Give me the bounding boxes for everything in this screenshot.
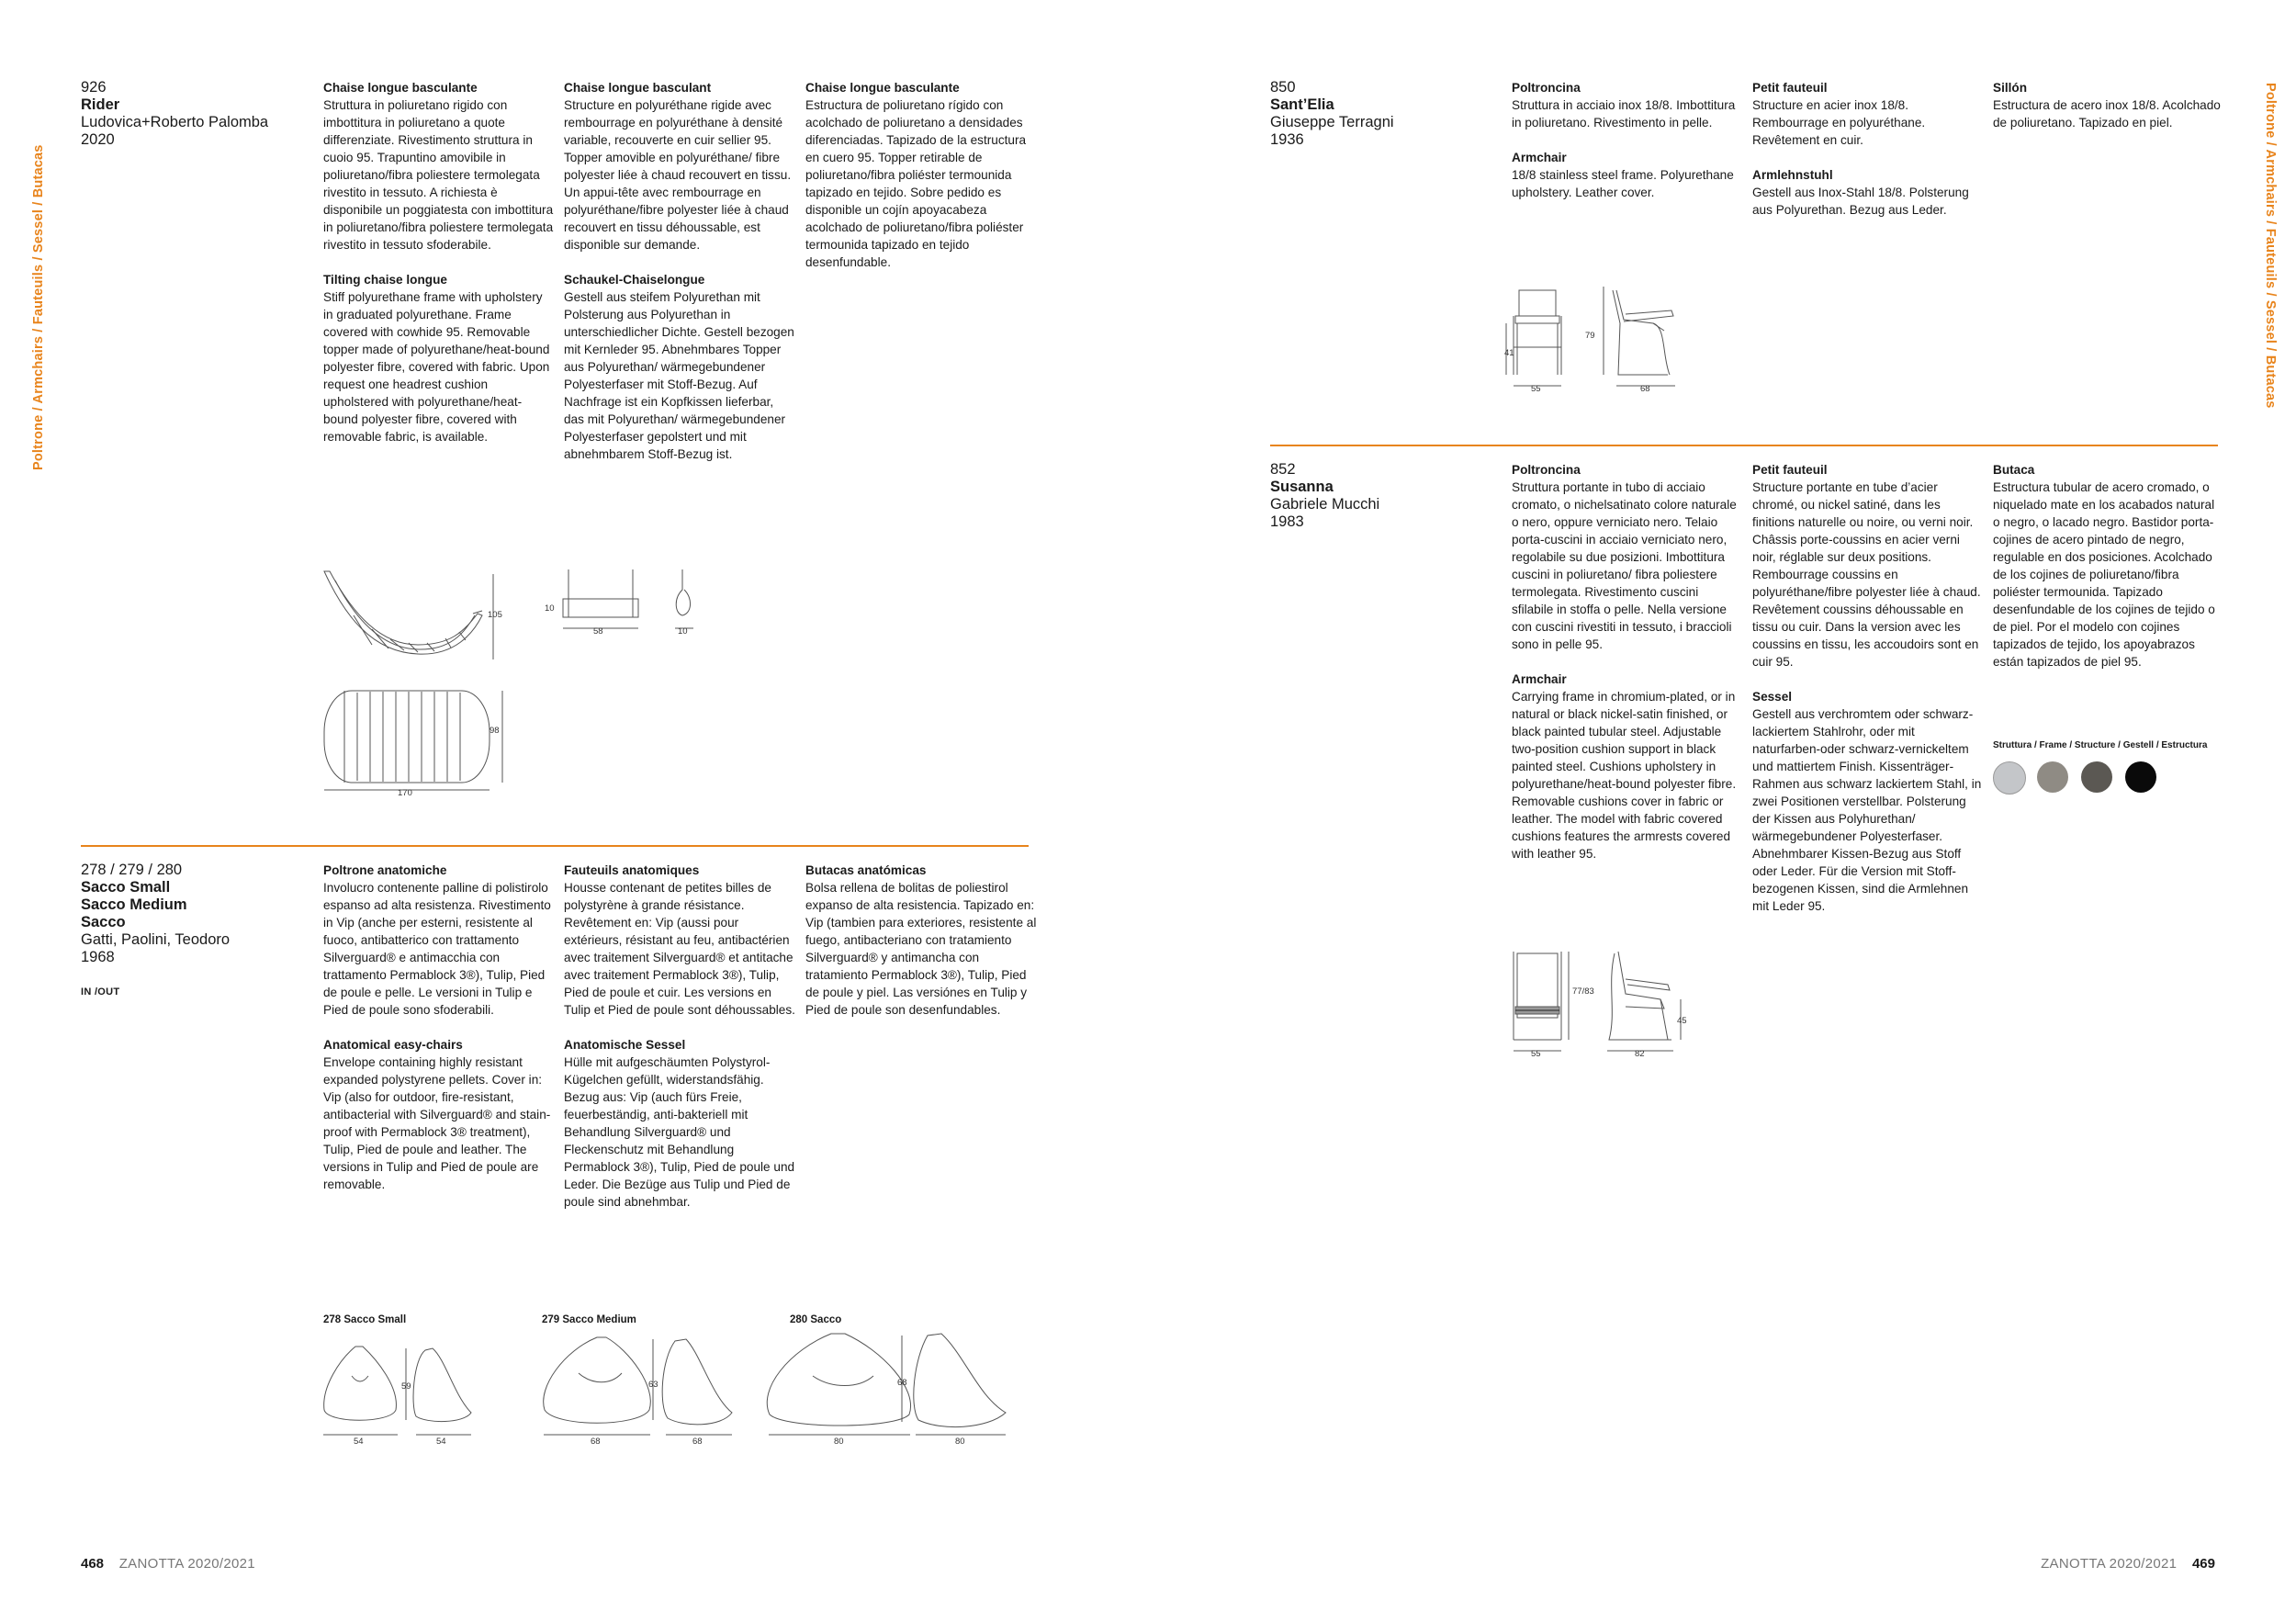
dim-height: 77/83 xyxy=(1572,986,1594,997)
text-title: Schaukel-Chaiselongue xyxy=(564,273,705,287)
text-title: Chaise longue basculante xyxy=(323,81,478,95)
text-body: Envelope containing highly resistant expanded polystyrene pellets. Cover in: Vip (also for outdoor, fire-resistant, antibacterial with Silverguard® and stain-proof with Permablock 3® treatment), Tulip, Pied de poule and leather. The versions in Tulip and Pied de poule are removable. xyxy=(323,1055,551,1191)
finish-swatch-black-nickel[interactable] xyxy=(2081,761,2112,793)
text-title: Poltroncina xyxy=(1512,81,1581,95)
text-title: Petit fauteuil xyxy=(1752,463,1828,477)
finish-swatch-chrome[interactable] xyxy=(1993,761,2026,795)
product-name: Sant’Elia xyxy=(1270,96,1334,113)
sacco-drawings xyxy=(317,1332,1033,1451)
text-body: Hülle mit aufgeschäumten Polystyrol-Kügelchen gefüllt, widerstandsfähig. Bezug aus: Vip (auch fürs Freie, feuerbeständig, anti-bakteriell mit Behandlung Silverguard® und Fleckenschutz mit Behandlung Permablock 3®), Tulip, Pied de poule und Leder. Die Bezüge aus Tulip und Pied de poule sind abnehmbar. xyxy=(564,1055,795,1209)
variant-caption: 278 Sacco Small xyxy=(323,1314,407,1325)
text-body: Involucro contenente palline di polistirolo espanso ad alta resistenza. Rivestimento in Vip (anche per esterni, resistente al fuoco, antibatterico con trattamento Silverguard® e antimacchia con trattamento Permablock 3®), Tulip, Pied de poule e pelle. Le versioni in Tulip e Pied de poule sono sfoderabili. xyxy=(323,881,551,1017)
text-title: Sessel xyxy=(1752,690,1793,704)
text-body: Gestell aus verchromtem oder schwarz-lackiertem Stahlrohr, oder mit naturfarben-oder schwarz-vernickeltem und mattiertem Finish. Kissenträger-Rahmen aus schwarz lackiertem Stahl, in zwei Positionen verstellbar. Polsterung der Kissen aus Polyhurethan/ wärmegebundener Polyesterfaser. Abnehmbarer Kissen-Bezug aus Stoff oder Leder. Für die Version mit Stoff-bezogenen Kissen, sind die Armlehnen mit Leder 95. xyxy=(1752,707,1982,913)
dim-height: 105 xyxy=(488,610,502,620)
text-body: Housse contenant de petites billes de polystyrène à grande résistance. Revêtement en: Vip (aussi pour extérieurs, résistant au feu, antibactérien avec traitement Silverguard® et antitache avec traitement Permablock 3®), Tulip, Pied de poule et cuir. Les versions en Tulip et Pied de poule sont déhoussables. xyxy=(564,881,795,1017)
text-title: Anatomische Sessel xyxy=(564,1038,686,1052)
text-body: Stiff polyurethane frame with upholstery in graduated polyurethane. Frame covered with cowhide 95. Removable topper made of polyurethane/heat-bound polyester fibre, covered with fabric. Upon request one headrest cushion upholstered with polyurethane/heat-bound polyester fibre, covered with removable fabric, is available. xyxy=(323,290,550,444)
dim-seat: 41 xyxy=(1504,348,1514,358)
santelia-col-fr xyxy=(1752,79,1984,236)
product-designer: Ludovica+Roberto Palomba xyxy=(81,114,269,130)
text-body: Structure en acier inox 18/8. Rembourrage en polyuréthane. Revêtement en cuir. xyxy=(1752,98,1926,147)
sacco-col-it xyxy=(323,862,555,1211)
dim-depth: 98 xyxy=(490,726,500,736)
product-name: Rider xyxy=(81,96,120,113)
product-name: Sacco Medium xyxy=(81,896,187,913)
divider xyxy=(1270,445,2218,446)
product-designer: Gatti, Paolini, Teodoro xyxy=(81,931,231,948)
dim-depth: 68 xyxy=(1640,384,1650,394)
dim-h: 63 xyxy=(648,1380,658,1390)
rider-drawings xyxy=(317,560,703,799)
text-body: Gestell aus steifem Polyurethan mit Polsterung aus Polyurethan in unterschiedlicher Dichte. Gestell bezogen mit Kernleder 95. Abnehmbares Topper aus Polyurethan/ wärmegebundener Polyesterfaser mit Stoff-Bezug. Auf Nachfrage ist ein Kopfkissen lieferbar, das mit Polyurethan/ wärmegebundener Polyesterfaser gepolstert und mit abnehmbarem Stoff-Bezug ist. xyxy=(564,290,794,461)
dim-depth: 82 xyxy=(1635,1049,1645,1059)
text-title: Armchair xyxy=(1512,672,1567,686)
text-body: Structure portante en tube d’acier chromé, ou nickel satiné, dans les finitions naturelle ou noire, ou verni noir. Châssis porte-coussins en acier verni noir, réglable sur deux positions. Rembourrage coussins en polyuréthane/fibre polyester liée à chaud. Revêtement coussins déhoussable en tissu ou cuir. Dans la version avec les coussins en tissu, les accoudoirs sont en cuir 95. xyxy=(1752,480,1981,669)
product-name: Susanna xyxy=(1270,479,1334,495)
divider xyxy=(81,845,1029,847)
text-title: Chaise longue basculant xyxy=(564,81,712,95)
dim-seat: 45 xyxy=(1677,1016,1687,1026)
rider-col-es xyxy=(805,79,1037,288)
text-body: Carrying frame in chromium-plated, or in natural or black nickel-satin finished, or black painted tubular steel. Adjustable two-position cushion support in black painted steel. Cushions upholstery in polyurethane/heat-bound polyester fibre. Removable cushions cover in fabric or leather. The model with fabric covered cushions features the armrests covered with leather 95. xyxy=(1512,690,1737,861)
product-code: 850 xyxy=(1270,79,1296,96)
santelia-col-es xyxy=(1993,79,2224,149)
text-body: Estructura tubular de acero cromado, o niquelado mate en los acabados natural o negro, o lacado negro. Bastidor porta-cojines de acero pintado de negro, regulable en dos posiciones. Acolchado de los cojines de poliuretano/fibra poliéster termounida. Tapizado desenfundable de los cojines de tejido o de piel. Por el modelo con cojines tapizados de tejido, los apoyabrazos están tapizados de piel 95. xyxy=(1993,480,2215,669)
page-number-right: 469 xyxy=(2191,1556,2215,1572)
text-body: Struttura in poliuretano rigido con imbottitura in poliuretano a quote differenziate. Rivestimento struttura in cuoio 95. Trapuntino amovibile in poliuretano/fibra poliestere termolegata rivestito in tessuto. A richiesta è disponibile un poggiatesta con imbottitura in poliuretano/fibra poliestere termolegata rivestito in tessuto sfoderabile. xyxy=(323,98,554,252)
dim-width: 55 xyxy=(1531,384,1541,394)
variant-caption: 279 Sacco Medium xyxy=(542,1314,636,1325)
text-body: Estructura de poliuretano rígido con acolchado de poliuretano a densidades diferenciadas. Tapizado de la estructura en cuero 95. Topper retirable de poliuretano/fibra poliéster termounida tapizado en tejido. Sobre pedido es disponible un cojín apoyacabeza acolchado de poliuretano/fibra poliéster termounida tapizado en tejido desenfundable. xyxy=(805,98,1027,269)
product-year: 2020 xyxy=(81,131,115,148)
text-title: Chaise longue basculante xyxy=(805,81,960,95)
text-title: Sillón xyxy=(1993,81,2028,95)
product-year: 1936 xyxy=(1270,131,1304,148)
text-title: Tilting chaise longue xyxy=(323,273,447,287)
dim-w: 80 xyxy=(834,1437,844,1447)
susanna-drawings xyxy=(1506,948,1708,1063)
dim-d: 80 xyxy=(955,1437,965,1447)
dim-head-d: 10 xyxy=(678,626,688,637)
footer-brand-right: ZANOTTA 2020/2021 xyxy=(2041,1556,2178,1572)
text-title: Armlehnstuhl xyxy=(1752,168,1833,182)
dim-length: 170 xyxy=(398,788,412,798)
side-label-right: Poltrone / Armchairs / Fauteuils / Sessel / Butacas xyxy=(2263,83,2278,409)
text-title: Butacas anatómicas xyxy=(805,863,927,877)
finish-swatch-black[interactable] xyxy=(2125,761,2156,793)
page-number-left: 468 xyxy=(81,1556,105,1572)
text-title: Armchair xyxy=(1512,151,1567,164)
text-body: Gestell aus Inox-Stahl 18/8. Polsterung aus Polyurethan. Bezug aus Leder. xyxy=(1752,186,1969,217)
santelia-header xyxy=(1270,79,1394,149)
rider-col-it xyxy=(323,79,555,463)
dim-width: 55 xyxy=(1531,1049,1541,1059)
product-code: 852 xyxy=(1270,461,1296,478)
finish-label: Struttura / Frame / Structure / Gestell / Estructura xyxy=(1993,740,2208,750)
dim-d: 68 xyxy=(692,1437,703,1447)
product-designer: Giuseppe Terragni xyxy=(1270,114,1394,130)
text-title: Poltrone anatomiche xyxy=(323,863,447,877)
finish-swatch-nickel-satin[interactable] xyxy=(2037,761,2068,793)
text-body: Bolsa rellena de bolitas de poliestirol expanso de alta resistencia. Tapizado en: Vip (tambien para exteriores, resistente al fuego, antibacteriano con tratamiento Silverguard® y antimancha con tratamiento Permablock 3®), Tulip, Pied de poule y piel. Las versiónes en Tulip y Pied de poule son desenfundables. xyxy=(805,881,1037,1017)
product-designer: Gabriele Mucchi xyxy=(1270,496,1380,513)
product-code: 926 xyxy=(81,79,107,96)
dim-w: 68 xyxy=(591,1437,601,1447)
sacco-header xyxy=(81,862,230,997)
side-label-left: Poltrone / Armchairs / Fauteuils / Sessel / Butacas xyxy=(31,144,46,470)
product-year: 1968 xyxy=(81,949,115,965)
sacco-col-fr xyxy=(564,862,795,1228)
product-name: Sacco Small xyxy=(81,879,171,896)
text-body: Struttura portante in tubo di acciaio cromato, o nichelsatinato colore naturale o nero, oppure verniciato nero. Telaio porta-cuscini in acciaio verniciato nero, regolabile su due posizioni. Imbottitura cuscini in poliuretano/ fibra poliestere termolegata. Rivestimento cuscini sfilabile in stoffa o pelle. Nella versione con cuscini rivestiti in tessuto, i braccioli sono in pelle 95. xyxy=(1512,480,1737,651)
dim-head-w: 58 xyxy=(593,626,603,637)
text-body: Estructura de acero inox 18/8. Acolchado de poliuretano. Tapizado en piel. xyxy=(1993,98,2221,130)
footer-brand-left: ZANOTTA 2020/2021 xyxy=(118,1556,255,1572)
dim-h: 59 xyxy=(401,1381,411,1392)
footer-right xyxy=(2041,1556,2215,1572)
santelia-col-it xyxy=(1512,79,1743,219)
product-year: 1983 xyxy=(1270,513,1304,530)
rider-col-fr xyxy=(564,79,795,480)
sacco-col-es xyxy=(805,862,1037,1036)
dim-w: 54 xyxy=(354,1437,364,1447)
text-body: Struttura in acciaio inox 18/8. Imbottitura in poliuretano. Rivestimento in pelle. xyxy=(1512,98,1736,130)
footer-left xyxy=(81,1556,255,1572)
product-code: 278 / 279 / 280 xyxy=(81,862,183,878)
text-title: Anatomical easy-chairs xyxy=(323,1038,463,1052)
text-title: Fauteuils anatomiques xyxy=(564,863,700,877)
santelia-drawings xyxy=(1506,283,1690,398)
in-out-tag: IN /OUT xyxy=(81,986,120,997)
text-title: Butaca xyxy=(1993,463,2035,477)
susanna-col-it xyxy=(1512,461,1743,880)
susanna-col-es xyxy=(1993,461,2224,688)
text-title: Poltroncina xyxy=(1512,463,1581,477)
rider-header xyxy=(81,79,268,149)
text-title: Petit fauteuil xyxy=(1752,81,1828,95)
dim-d: 54 xyxy=(436,1437,446,1447)
dim-head-h: 10 xyxy=(545,603,555,614)
variant-caption: 280 Sacco xyxy=(790,1314,842,1325)
susanna-header xyxy=(1270,461,1379,531)
dim-h: 68 xyxy=(897,1378,907,1388)
product-name: Sacco xyxy=(81,914,126,930)
susanna-col-fr xyxy=(1752,461,1984,932)
text-body: Structure en polyuréthane rigide avec rembourrage en polyuréthane à densité variable, recouverte en cuir sellier 95. Topper amovible en polyuréthane/ fibre polyester liée à chaud recouvert en tissu. Un appui-tête avec rembourrage en polyuréthane/fibre polyester liée à chaud recouvert en tissu déhoussable, est disponible sur demande. xyxy=(564,98,792,252)
dim-height: 79 xyxy=(1585,331,1595,341)
text-body: 18/8 stainless steel frame. Polyurethane upholstery. Leather cover. xyxy=(1512,168,1734,199)
